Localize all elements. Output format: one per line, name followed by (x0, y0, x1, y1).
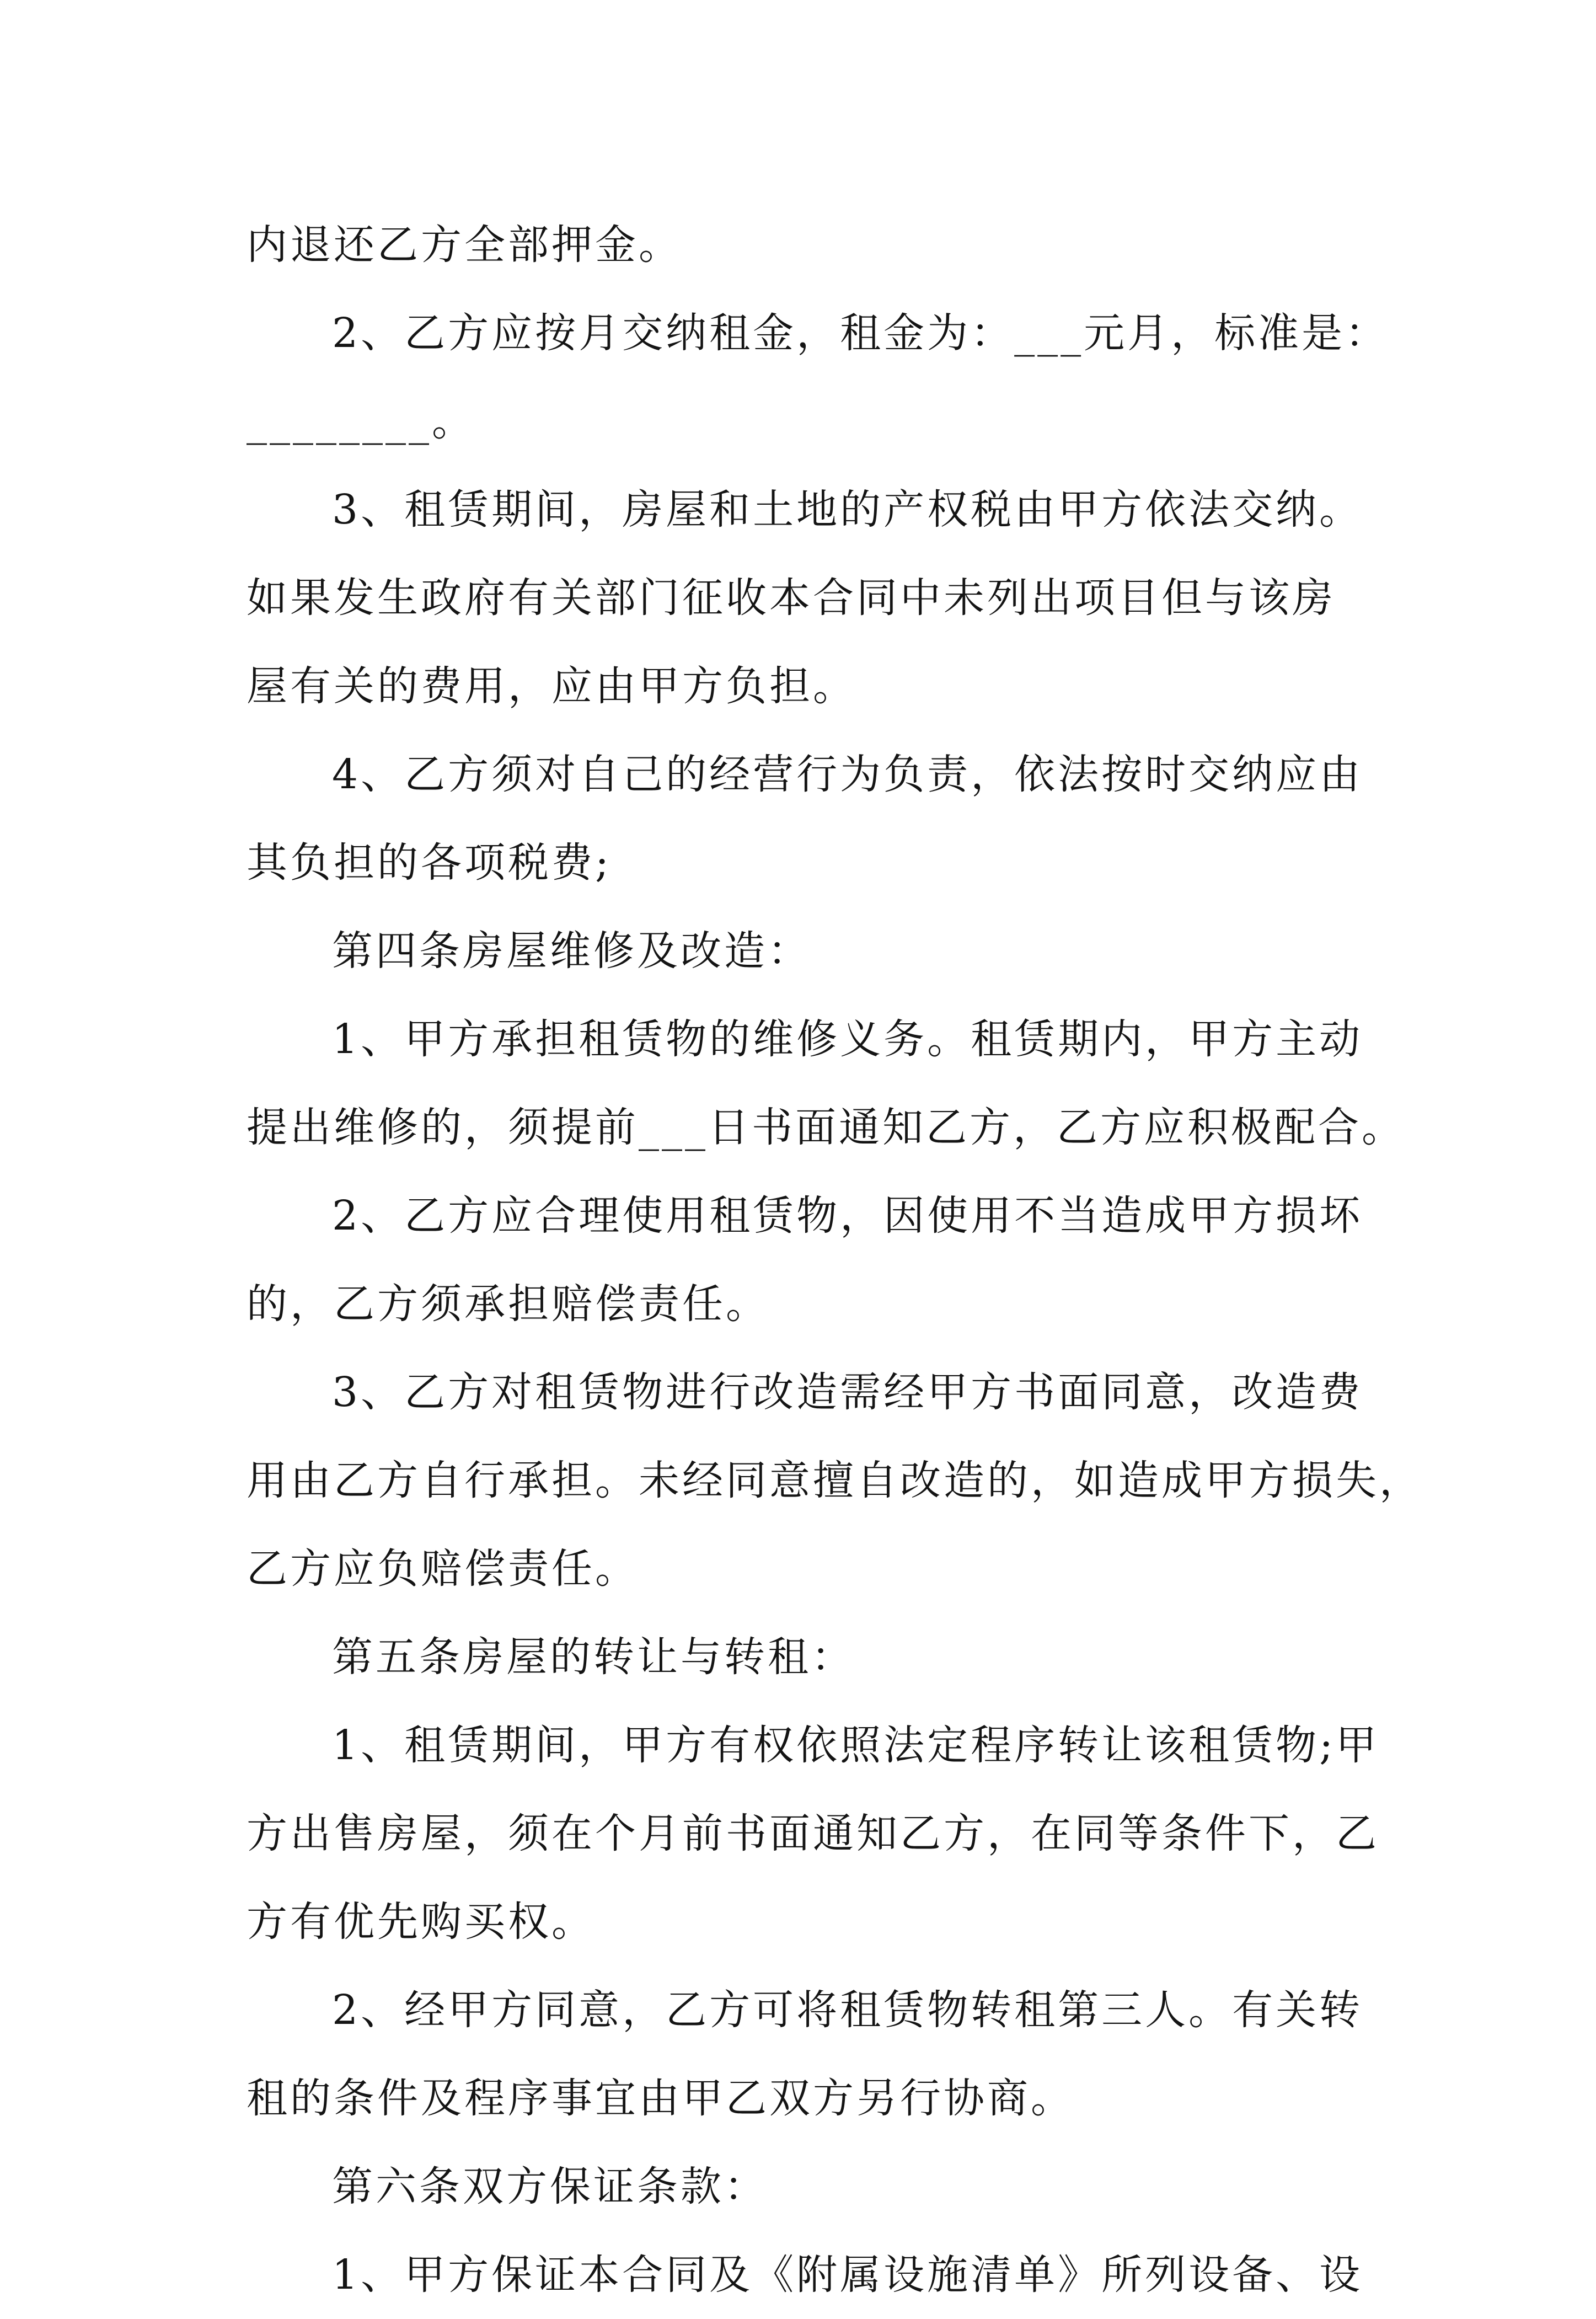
text-line: 屋有关的费用，应由甲方负担。 (247, 662, 856, 710)
text-line: 1、甲方承担租赁物的维修义务。租赁期内，甲方主动 (332, 1016, 1363, 1063)
text-line: 1、甲方保证本合同及《附属设施清单》所列设备、设 (332, 2251, 1363, 2299)
text-line: 3、租赁期间，房屋和土地的产权税由甲方依法交纳。 (332, 486, 1363, 533)
text-line: 租的条件及程序事宜由甲乙双方另行协商。 (247, 2075, 1074, 2122)
text-line: 乙方应负赔偿责任。 (247, 1545, 639, 1593)
section-heading: 第六条双方保证条款： (332, 2163, 768, 2210)
section-heading: 第四条房屋维修及改造： (332, 927, 811, 975)
text-line: ________。 (247, 398, 475, 445)
text-line: 如果发生政府有关部门征收本合同中未列出项目但与该房 (247, 574, 1336, 622)
text-line: 内退还乙方全部押金。 (247, 221, 682, 269)
text-line: 4、乙方须对自己的经营行为负责，依法按时交纳应由 (332, 751, 1363, 798)
section-heading: 第五条房屋的转让与转租： (332, 1633, 855, 1681)
text-line: 用由乙方自行承担。未经同意擅自改造的，如造成甲方损失， (247, 1457, 1423, 1504)
text-line: 提出维修的，须提前___日书面通知乙方，乙方应积极配合。 (247, 1104, 1405, 1151)
text-line: 的，乙方须承担赔偿责任。 (247, 1280, 769, 1328)
text-line: 方出售房屋，须在个月前书面通知乙方，在同等条件下，乙 (247, 1810, 1379, 1857)
text-line: 2、乙方应按月交纳租金，租金为：___元月，标准是： (332, 309, 1389, 357)
text-line: 2、经甲方同意，乙方可将租赁物转租第三人。有关转 (332, 1986, 1363, 2034)
text-line: 1、租赁期间，甲方有权依照法定程序转让该租赁物;甲 (332, 1722, 1380, 1769)
text-line: 2、乙方应合理使用租赁物，因使用不当造成甲方损坏 (332, 1192, 1363, 1239)
text-line: 方有优先购买权。 (247, 1898, 595, 1946)
text-line: 3、乙方对租赁物进行改造需经甲方书面同意，改造费 (332, 1369, 1363, 1416)
text-line: 其负担的各项税费; (247, 839, 612, 886)
document-body (247, 201, 1423, 2319)
